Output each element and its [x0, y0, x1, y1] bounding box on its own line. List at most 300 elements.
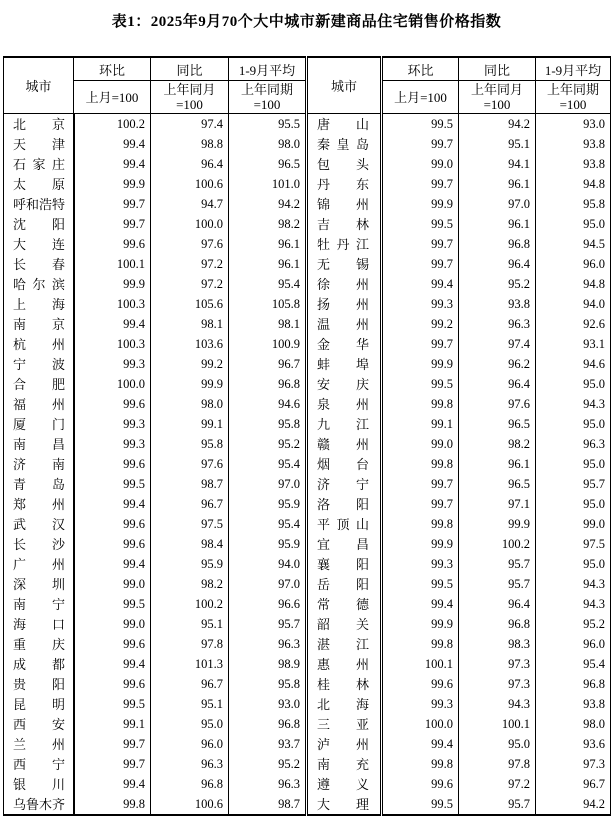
city-name: 金华: [317, 337, 369, 352]
yoy-cell-right: 95.7: [459, 554, 536, 574]
city-cell-right: [307, 554, 382, 574]
city-cell-right: [307, 594, 382, 614]
mom-cell-right: 99.5: [382, 794, 459, 815]
mom-cell-left: 99.6: [74, 394, 151, 414]
avg-cell-left: 96.3: [229, 634, 307, 654]
avg-cell-right: 96.7: [536, 774, 611, 794]
yoy-cell-left: 98.0: [151, 394, 229, 414]
city-name: 泉州: [317, 397, 369, 412]
yoy-cell-left: 98.4: [151, 534, 229, 554]
mom-cell-right: 99.7: [382, 134, 459, 154]
mom-cell-left: 99.4: [74, 554, 151, 574]
city-name: 无锡: [317, 257, 369, 272]
city-cell-right: [307, 294, 382, 314]
mom-cell-right: 99.4: [382, 594, 459, 614]
city-name: 吉林: [317, 217, 369, 232]
yoy-cell-right: 96.2: [459, 354, 536, 374]
avg-cell-right: 96.3: [536, 434, 611, 454]
table-row: [4, 314, 611, 334]
mom-cell-right: 99.7: [382, 474, 459, 494]
city-cell-right: [307, 794, 382, 815]
avg-cell-left: 95.4: [229, 274, 307, 294]
avg-cell-right: 95.8: [536, 194, 611, 214]
avg-cell-left: 105.8: [229, 294, 307, 314]
city-name: 九江: [317, 417, 369, 432]
yoy-cell-left: 100.6: [151, 174, 229, 194]
mom-cell-right: 100.1: [382, 654, 459, 674]
city-cell-right: [307, 634, 382, 654]
avg-cell-right: 94.3: [536, 574, 611, 594]
yoy-cell-right: 96.1: [459, 174, 536, 194]
table-row: [4, 214, 611, 234]
avg-cell-left: 96.1: [229, 254, 307, 274]
city-cell-left: [4, 514, 74, 534]
city-cell-left: [4, 354, 74, 374]
mom-cell-right: 99.7: [382, 334, 459, 354]
avg-cell-right: 93.8: [536, 694, 611, 714]
city-cell-left: [4, 374, 74, 394]
table-body: [4, 114, 611, 816]
mom-cell-right: 99.7: [382, 254, 459, 274]
header-mom-base-left: 上月=100: [74, 81, 151, 114]
yoy-cell-right: 94.2: [459, 114, 536, 135]
city-cell-left: [4, 154, 74, 174]
avg-cell-right: 95.7: [536, 474, 611, 494]
city-name: 济宁: [317, 477, 369, 492]
mom-cell-left: 100.1: [74, 254, 151, 274]
yoy-cell-right: 94.1: [459, 154, 536, 174]
city-name: 宁波: [13, 357, 65, 372]
table-row: [4, 334, 611, 354]
city-cell-left: [4, 774, 74, 794]
header-avg-base-right: [536, 81, 611, 114]
avg-cell-right: 94.8: [536, 274, 611, 294]
yoy-cell-right: 95.2: [459, 274, 536, 294]
avg-cell-right: 96.8: [536, 674, 611, 694]
city-cell-right: [307, 414, 382, 434]
mom-cell-left: 99.4: [74, 154, 151, 174]
city-name: 福州: [13, 397, 65, 412]
table-row: [4, 294, 611, 314]
city-cell-left: [4, 194, 74, 214]
mom-cell-right: 99.8: [382, 394, 459, 414]
table-row: [4, 454, 611, 474]
yoy-cell-left: 100.6: [151, 794, 229, 815]
avg-cell-right: 95.0: [536, 454, 611, 474]
avg-cell-right: 93.8: [536, 134, 611, 154]
avg-cell-left: 95.8: [229, 674, 307, 694]
table-row: [4, 114, 611, 135]
mom-cell-right: 99.8: [382, 754, 459, 774]
header-city-right: 城市: [307, 57, 382, 114]
city-name: 遵义: [317, 777, 369, 792]
table-row: [4, 514, 611, 534]
city-name: 惠州: [317, 657, 369, 672]
city-name: 太原: [13, 177, 65, 192]
mom-cell-right: 99.5: [382, 214, 459, 234]
yoy-cell-left: 96.7: [151, 494, 229, 514]
yoy-cell-right: 95.0: [459, 734, 536, 754]
city-name: 厦门: [13, 417, 65, 432]
city-name: 牡丹江: [317, 237, 369, 252]
yoy-cell-right: 94.3: [459, 694, 536, 714]
city-cell-right: [307, 614, 382, 634]
avg-cell-right: 94.2: [536, 794, 611, 815]
avg-cell-right: 94.8: [536, 174, 611, 194]
mom-cell-left: 99.5: [74, 474, 151, 494]
city-name: 襄阳: [317, 557, 369, 572]
table-row: [4, 654, 611, 674]
avg-cell-left: 98.2: [229, 214, 307, 234]
avg-cell-left: 98.1: [229, 314, 307, 334]
yoy-cell-right: 96.4: [459, 374, 536, 394]
mom-cell-right: 99.8: [382, 454, 459, 474]
city-cell-right: [307, 574, 382, 594]
city-name: 南京: [13, 317, 65, 332]
mom-cell-right: 99.6: [382, 774, 459, 794]
mom-cell-right: 99.1: [382, 414, 459, 434]
yoy-cell-left: 100.0: [151, 214, 229, 234]
yoy-cell-right: 99.9: [459, 514, 536, 534]
yoy-cell-right: 95.7: [459, 794, 536, 815]
yoy-cell-right: 98.2: [459, 434, 536, 454]
city-cell-right: [307, 434, 382, 454]
avg-cell-left: 94.6: [229, 394, 307, 414]
yoy-cell-left: 97.2: [151, 254, 229, 274]
avg-cell-left: 96.3: [229, 774, 307, 794]
city-name: 哈尔滨: [13, 277, 65, 292]
avg-cell-right: 95.0: [536, 374, 611, 394]
yoy-cell-right: 96.3: [459, 314, 536, 334]
avg-cell-left: 98.9: [229, 654, 307, 674]
table-row: [4, 274, 611, 294]
city-name: 南宁: [13, 597, 65, 612]
yoy-cell-left: 98.7: [151, 474, 229, 494]
yoy-cell-left: 103.6: [151, 334, 229, 354]
table-row: [4, 634, 611, 654]
city-name: 大理: [317, 797, 369, 812]
avg-cell-right: 97.5: [536, 534, 611, 554]
yoy-cell-left: 97.6: [151, 454, 229, 474]
city-name: 西安: [13, 717, 65, 732]
city-cell-left: [4, 574, 74, 594]
avg-base-line1: 上年同期: [240, 82, 293, 97]
city-name: 安庆: [317, 377, 369, 392]
header-avg-base-left: [229, 81, 307, 114]
mom-cell-left: 99.7: [74, 214, 151, 234]
city-name: 深圳: [13, 577, 65, 592]
city-cell-left: [4, 754, 74, 774]
mom-cell-left: 99.3: [74, 414, 151, 434]
header-yoy-right: 同比: [459, 57, 536, 81]
avg-base-line1: 上年同期: [546, 82, 599, 97]
table-title: 表1：2025年9月70个大中城市新建商品住宅销售价格指数: [111, 14, 502, 30]
yoy-cell-right: 96.1: [459, 214, 536, 234]
mom-cell-left: 99.9: [74, 274, 151, 294]
city-cell-right: [307, 654, 382, 674]
table-row: [4, 394, 611, 414]
mom-cell-left: 100.2: [74, 114, 151, 135]
avg-cell-left: 95.9: [229, 534, 307, 554]
mom-cell-right: 99.8: [382, 634, 459, 654]
table-row: [4, 434, 611, 454]
city-cell-right: [307, 114, 382, 135]
yoy-cell-left: 95.9: [151, 554, 229, 574]
city-name: 温州: [317, 317, 369, 332]
yoy-base-line1: 上年同月: [163, 82, 216, 97]
city-name: 平顶山: [317, 517, 369, 532]
city-name: 沈阳: [13, 217, 65, 232]
city-name: 扬州: [317, 297, 369, 312]
yoy-cell-left: 97.5: [151, 514, 229, 534]
avg-cell-right: 95.4: [536, 654, 611, 674]
table-row: [4, 154, 611, 174]
table-row: [4, 674, 611, 694]
header-yoy-base-right: [459, 81, 536, 114]
city-cell-left: [4, 274, 74, 294]
mom-cell-left: 99.7: [74, 734, 151, 754]
city-cell-left: [4, 614, 74, 634]
mom-cell-right: 99.9: [382, 354, 459, 374]
table-row: [4, 374, 611, 394]
avg-cell-left: 95.4: [229, 454, 307, 474]
city-cell-right: [307, 134, 382, 154]
city-name: 南充: [317, 757, 369, 772]
table-row: [4, 174, 611, 194]
avg-cell-right: 98.0: [536, 714, 611, 734]
city-name: 郑州: [13, 497, 65, 512]
mom-cell-left: 99.1: [74, 714, 151, 734]
city-name: 洛阳: [317, 497, 369, 512]
city-name: 包头: [317, 157, 369, 172]
mom-cell-right: 99.9: [382, 194, 459, 214]
avg-base-line2: =100: [253, 97, 281, 112]
city-name: 乌鲁木齐: [13, 797, 66, 812]
mom-cell-left: 99.4: [74, 654, 151, 674]
avg-cell-left: 98.7: [229, 794, 307, 815]
city-cell-right: [307, 694, 382, 714]
city-cell-right: [307, 234, 382, 254]
mom-cell-right: 99.9: [382, 614, 459, 634]
yoy-cell-right: 97.2: [459, 774, 536, 794]
yoy-cell-right: 96.4: [459, 594, 536, 614]
avg-cell-left: 97.0: [229, 474, 307, 494]
table-row: [4, 554, 611, 574]
city-name: 烟台: [317, 457, 369, 472]
avg-cell-left: 96.5: [229, 154, 307, 174]
mom-cell-left: 99.6: [74, 514, 151, 534]
mom-cell-left: 99.6: [74, 674, 151, 694]
city-cell-left: [4, 334, 74, 354]
city-name: 唐山: [317, 117, 369, 132]
yoy-cell-left: 98.1: [151, 314, 229, 334]
city-name: 天津: [13, 137, 65, 152]
mom-cell-left: 100.0: [74, 374, 151, 394]
mom-cell-right: 99.7: [382, 234, 459, 254]
mom-cell-right: 99.5: [382, 374, 459, 394]
city-cell-right: [307, 514, 382, 534]
yoy-cell-right: 96.8: [459, 234, 536, 254]
city-cell-left: [4, 294, 74, 314]
avg-cell-left: 96.1: [229, 234, 307, 254]
header-avg-right: 1-9月平均: [536, 57, 611, 81]
avg-cell-right: 93.6: [536, 734, 611, 754]
city-cell-left: [4, 634, 74, 654]
yoy-cell-left: 96.3: [151, 754, 229, 774]
city-name: 成都: [13, 657, 65, 672]
mom-cell-right: 99.0: [382, 434, 459, 454]
yoy-cell-left: 95.0: [151, 714, 229, 734]
header-mom-right: 环比: [382, 57, 459, 81]
city-name: 蚌埠: [317, 357, 369, 372]
yoy-cell-left: 95.1: [151, 694, 229, 714]
table-row: [4, 234, 611, 254]
city-cell-left: [4, 794, 74, 815]
city-name: 秦皇岛: [317, 137, 369, 152]
city-cell-right: [307, 674, 382, 694]
yoy-cell-left: 99.2: [151, 354, 229, 374]
city-name: 北海: [317, 697, 369, 712]
city-cell-right: [307, 374, 382, 394]
city-name: 银川: [13, 777, 65, 792]
city-name: 宜昌: [317, 537, 369, 552]
mom-cell-left: 99.4: [74, 494, 151, 514]
city-cell-left: [4, 694, 74, 714]
city-cell-right: [307, 194, 382, 214]
avg-cell-right: 94.3: [536, 394, 611, 414]
yoy-cell-left: 98.2: [151, 574, 229, 594]
header-mom-left: 环比: [74, 57, 151, 81]
city-cell-right: [307, 254, 382, 274]
table-row: [4, 734, 611, 754]
avg-cell-left: 95.2: [229, 754, 307, 774]
mom-cell-left: 99.5: [74, 694, 151, 714]
city-cell-right: [307, 474, 382, 494]
avg-cell-left: 93.7: [229, 734, 307, 754]
city-cell-left: [4, 654, 74, 674]
yoy-cell-right: 95.7: [459, 574, 536, 594]
table-row: [4, 354, 611, 374]
avg-cell-left: 96.8: [229, 374, 307, 394]
avg-cell-right: 96.0: [536, 254, 611, 274]
avg-cell-left: 96.6: [229, 594, 307, 614]
avg-cell-left: 95.8: [229, 414, 307, 434]
yoy-cell-left: 96.8: [151, 774, 229, 794]
mom-cell-left: 99.0: [74, 614, 151, 634]
mom-cell-left: 99.6: [74, 534, 151, 554]
avg-cell-right: 94.6: [536, 354, 611, 374]
mom-cell-right: 99.5: [382, 574, 459, 594]
city-cell-left: [4, 234, 74, 254]
yoy-base-line2: =100: [176, 97, 203, 112]
avg-cell-left: 95.5: [229, 114, 307, 135]
city-name: 杭州: [13, 337, 65, 352]
city-name: 三亚: [317, 717, 369, 732]
mom-cell-right: 99.2: [382, 314, 459, 334]
city-cell-right: [307, 274, 382, 294]
header-mom-base-right: 上月=100: [382, 81, 459, 114]
table-row: [4, 474, 611, 494]
city-name: 青岛: [13, 477, 65, 492]
table-row: [4, 754, 611, 774]
price-index-table: [3, 56, 611, 816]
avg-cell-left: 95.9: [229, 494, 307, 514]
city-name: 丹东: [317, 177, 369, 192]
city-name: 北京: [13, 117, 65, 132]
yoy-cell-right: 97.8: [459, 754, 536, 774]
city-cell-left: [4, 134, 74, 154]
city-cell-right: [307, 734, 382, 754]
header-yoy-left: 同比: [151, 57, 229, 81]
mom-cell-right: 99.3: [382, 694, 459, 714]
city-name: 海口: [13, 617, 65, 632]
yoy-cell-left: 98.8: [151, 134, 229, 154]
city-cell-right: [307, 334, 382, 354]
avg-cell-left: 94.2: [229, 194, 307, 214]
avg-cell-right: 94.0: [536, 294, 611, 314]
mom-cell-right: 99.0: [382, 154, 459, 174]
city-cell-right: [307, 394, 382, 414]
table-row: [4, 614, 611, 634]
city-cell-right: [307, 174, 382, 194]
yoy-cell-right: 97.3: [459, 654, 536, 674]
table-row: [4, 534, 611, 554]
yoy-cell-left: 94.7: [151, 194, 229, 214]
city-cell-left: [4, 174, 74, 194]
table-row: [4, 494, 611, 514]
avg-cell-right: 96.0: [536, 634, 611, 654]
table-row: [4, 194, 611, 214]
header-row-1: [4, 57, 611, 81]
avg-cell-right: 95.0: [536, 214, 611, 234]
mom-cell-right: 99.3: [382, 294, 459, 314]
city-name: 湛江: [317, 637, 369, 652]
city-name: 长春: [13, 257, 65, 272]
city-cell-left: [4, 674, 74, 694]
city-name: 昆明: [13, 697, 65, 712]
yoy-cell-left: 96.7: [151, 674, 229, 694]
mom-cell-left: 100.3: [74, 294, 151, 314]
table-row: [4, 134, 611, 154]
city-cell-left: [4, 214, 74, 234]
mom-cell-left: 99.9: [74, 174, 151, 194]
yoy-cell-right: 93.8: [459, 294, 536, 314]
city-cell-left: [4, 594, 74, 614]
yoy-cell-left: 95.1: [151, 614, 229, 634]
yoy-cell-right: 95.1: [459, 134, 536, 154]
city-cell-left: [4, 434, 74, 454]
city-cell-right: [307, 454, 382, 474]
city-name: 韶关: [317, 617, 369, 632]
yoy-cell-right: 100.1: [459, 714, 536, 734]
yoy-cell-right: 97.6: [459, 394, 536, 414]
yoy-cell-right: 96.1: [459, 454, 536, 474]
yoy-cell-left: 99.9: [151, 374, 229, 394]
city-cell-right: [307, 754, 382, 774]
mom-cell-left: 99.7: [74, 194, 151, 214]
avg-base-line2: =100: [559, 97, 587, 112]
mom-cell-left: 99.5: [74, 594, 151, 614]
avg-cell-right: 94.5: [536, 234, 611, 254]
city-name: 南昌: [13, 437, 65, 452]
avg-cell-right: 93.1: [536, 334, 611, 354]
table-row: [4, 574, 611, 594]
avg-cell-left: 98.0: [229, 134, 307, 154]
city-cell-left: [4, 454, 74, 474]
city-name: 赣州: [317, 437, 369, 452]
avg-cell-right: 95.0: [536, 494, 611, 514]
city-name: 重庆: [13, 637, 65, 652]
